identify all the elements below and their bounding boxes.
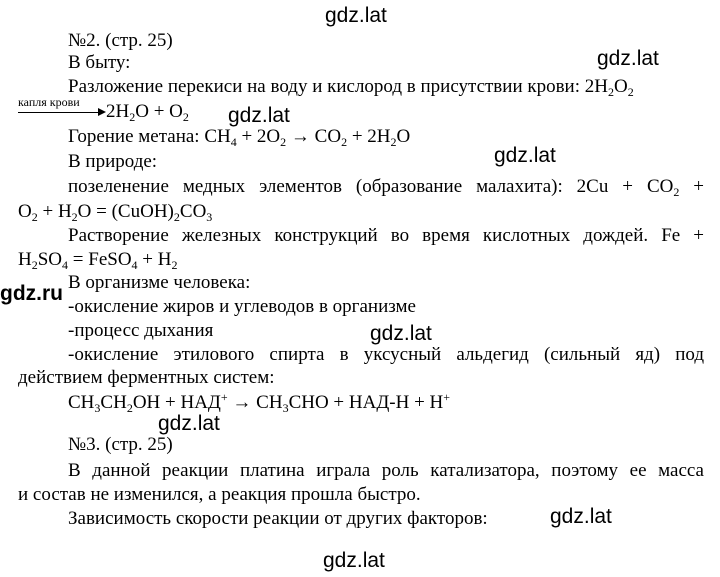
watermark-bottom-right: gdz.lat — [550, 505, 612, 528]
task3-para-line2: и состав не изменился, а реакция прошла быстро. — [18, 484, 421, 505]
iron-line: Растворение железных конструкций во время кислотных дождей. Fe + — [68, 225, 704, 246]
watermark-bottom: gdz.lat — [323, 549, 385, 572]
watermark-right-1: gdz.lat — [597, 47, 659, 70]
malachite-line: позеленение медных элементов (образование малахита): $2Cu + CO_2$ + — [68, 176, 705, 199]
nature-heading: В природе: — [68, 151, 158, 172]
peroxide-line: Разложение перекиси на воду и кислород в присутствии крови: $2H_2O_2$ — [68, 76, 634, 99]
item-ethanol-cont: действием ферментных систем: — [18, 367, 275, 388]
task2-header: №2. (стр. 25) — [68, 30, 173, 51]
item-fats: -окисление жиров и углеводов в организме — [68, 296, 416, 317]
home-heading: В быту: — [68, 52, 131, 73]
reaction-arrow — [18, 112, 100, 113]
rate-factors-line: Зависимость скорости реакции от других факторов: — [68, 508, 488, 529]
methane-line: Горение метана: $CH_4 + 2O_2 \to CO_2 + 2H_2O$ — [68, 126, 411, 149]
item-ethanol: -окисление этилового спирта в уксусный альдегид (сильный яд) под — [68, 344, 704, 365]
task3-header: №3. (стр. 25) — [68, 434, 173, 455]
reaction-arrow-label: капля крови — [18, 95, 80, 109]
watermark-top: gdz.lat — [325, 4, 387, 27]
watermark-arrowline: gdz.lat — [228, 104, 290, 127]
task3-para-line1: В данной реакции платина играла роль катализатора, поэтому ее масса — [68, 460, 704, 481]
watermark-left: gdz.ru — [0, 282, 63, 305]
ethanol-equation: $CH_3CH_2OH + НАД^+ \to CH_3CHO + НАД-Н + H^+$ — [68, 390, 451, 415]
watermark-lower: gdz.lat — [158, 412, 220, 435]
watermark-right-2: gdz.lat — [494, 144, 556, 167]
peroxide-products: $2H_2O + O_2$ — [106, 101, 189, 124]
malachite-line-cont: $O_2 + H_2O$ = $(CuOH)_2CO_3$ — [18, 201, 213, 224]
body-heading: В организме человека: — [68, 272, 251, 293]
reaction-arrow-head — [98, 108, 106, 116]
iron-line-cont: $H_2SO_4$ = FeSO$_4$ + $H_2$ — [18, 249, 178, 272]
item-breath: -процесс дыхания — [68, 320, 214, 341]
watermark-middle: gdz.lat — [370, 322, 432, 345]
